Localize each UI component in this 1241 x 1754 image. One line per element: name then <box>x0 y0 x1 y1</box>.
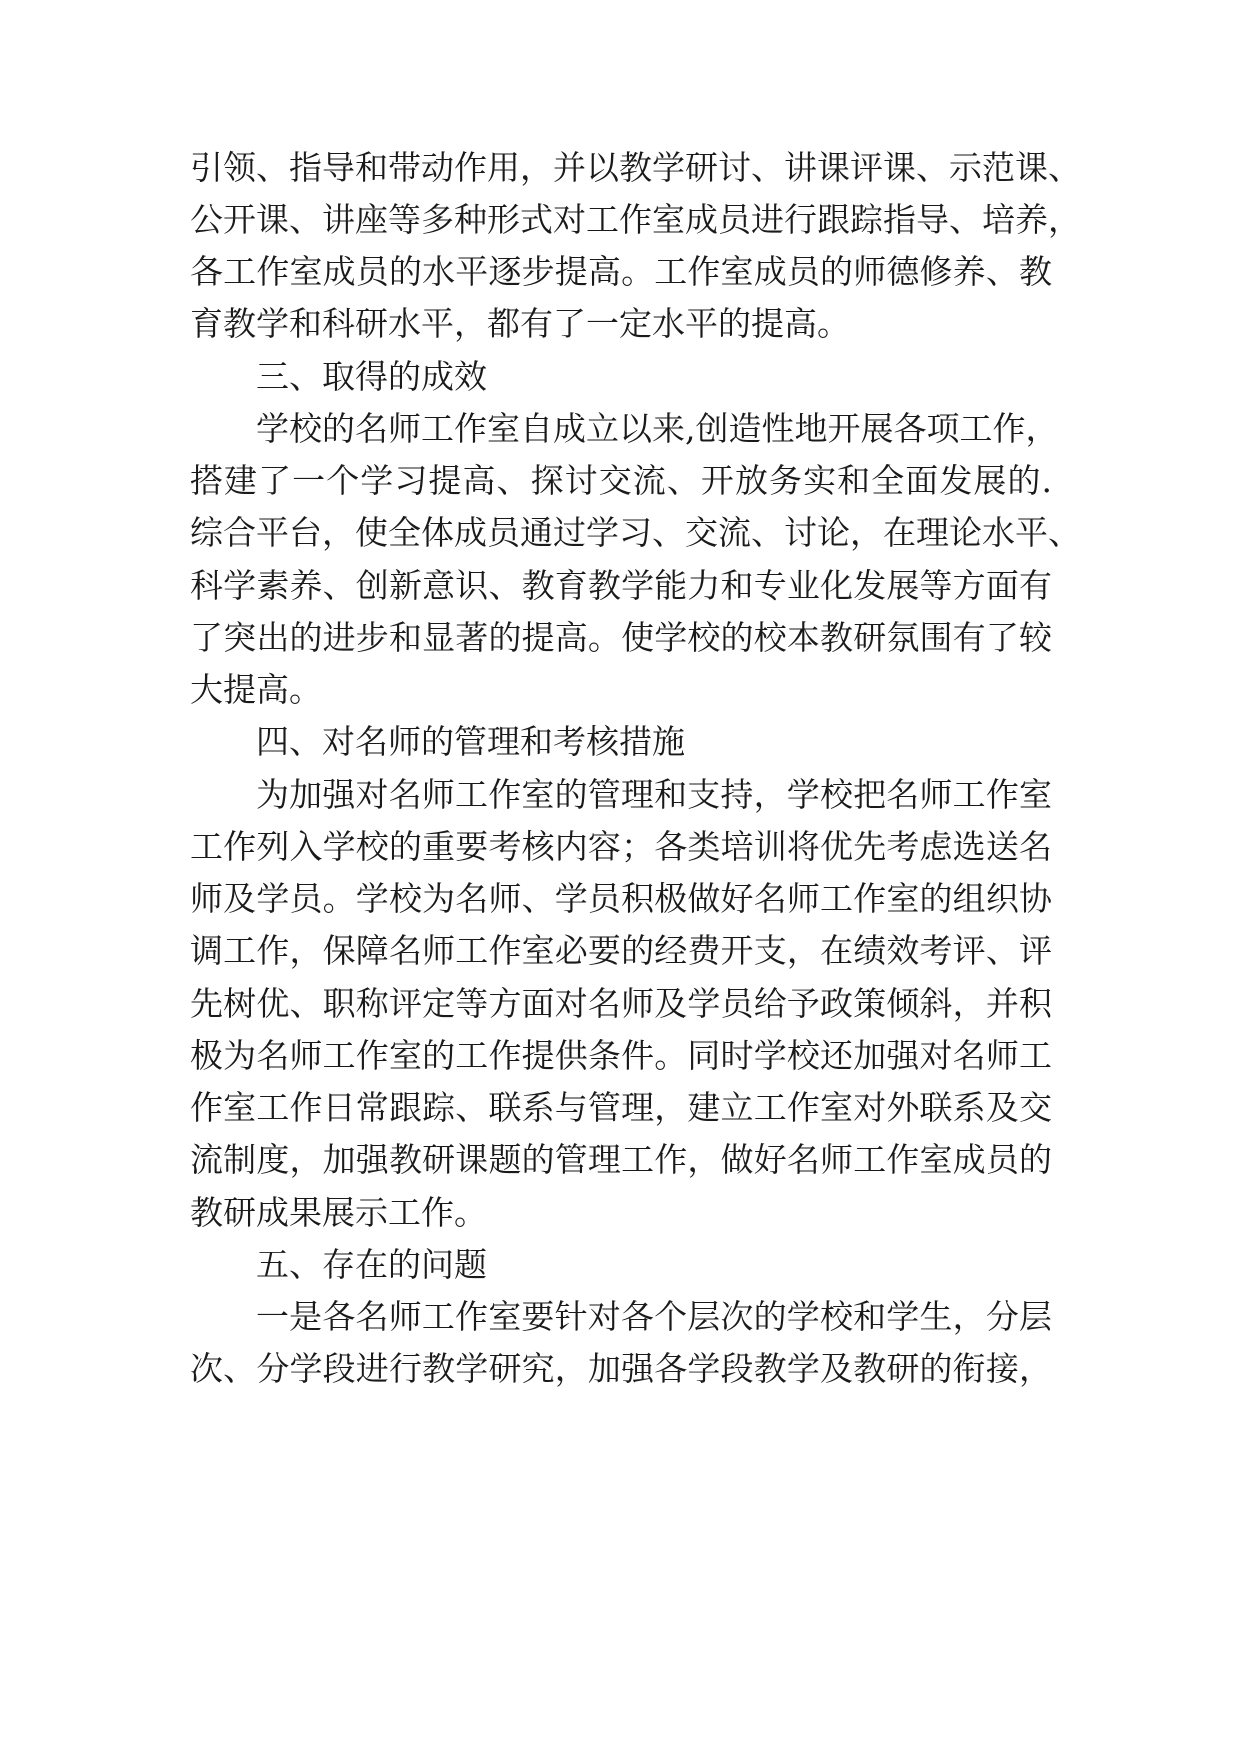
text-line: 极为名师工作室的工作提供条件。同时学校还加强对名师工 <box>190 1036 1052 1075</box>
text-line: 师及学员。学校为名师、学员积极做好名师工作室的组织协 <box>190 879 1052 918</box>
text-line: 大提高。 <box>190 670 322 709</box>
text-line: 公开课、讲座等多种形式对工作室成员进行跟踪指导、培养， <box>190 200 1081 239</box>
text-line: 学校的名师工作室自成立以来,创造性地开展各项工作， <box>256 409 1059 448</box>
text-line: 引领、指导和带动作用，并以教学研讨、讲课评课、示范课、 <box>190 148 1081 187</box>
section-heading: 四、对名师的管理和考核措施 <box>256 722 685 761</box>
text-line: 育教学和科研水平，都有了一定水平的提高。 <box>190 304 850 343</box>
text-line: 搭建了一个学习提高、探讨交流、开放务实和全面发展的. <box>190 461 1052 500</box>
text-line: 为加强对名师工作室的管理和支持，学校把名师工作室 <box>256 775 1052 814</box>
text-line: 教研成果展示工作。 <box>190 1193 487 1232</box>
text-line: 先树优、职称评定等方面对名师及学员给予政策倾斜，并积 <box>190 984 1052 1023</box>
text-line: 各工作室成员的水平逐步提高。工作室成员的师德修养、教 <box>190 252 1052 291</box>
section-heading: 三、取得的成效 <box>256 357 487 396</box>
text-line: 次、分学段进行教学研究，加强各学段教学及教研的衔接， <box>190 1349 1052 1388</box>
text-line: 综合平台，使全体成员通过学习、交流、讨论，在理论水平、 <box>190 513 1081 552</box>
text-line: 工作列入学校的重要考核内容；各类培训将优先考虑选送名 <box>190 827 1052 866</box>
text-line: 科学素养、创新意识、教育教学能力和专业化发展等方面有 <box>190 566 1052 605</box>
section-heading: 五、存在的问题 <box>256 1245 487 1284</box>
text-line: 一是各名师工作室要针对各个层次的学校和学生，分层 <box>256 1297 1052 1336</box>
text-line: 作室工作日常跟踪、联系与管理，建立工作室对外联系及交 <box>190 1088 1052 1127</box>
text-line: 了突出的进步和显著的提高。使学校的校本教研氛围有了较 <box>190 618 1052 657</box>
text-line: 调工作，保障名师工作室必要的经费开支，在绩效考评、评 <box>190 931 1052 970</box>
text-line: 流制度，加强教研课题的管理工作，做好名师工作室成员的 <box>190 1140 1052 1179</box>
